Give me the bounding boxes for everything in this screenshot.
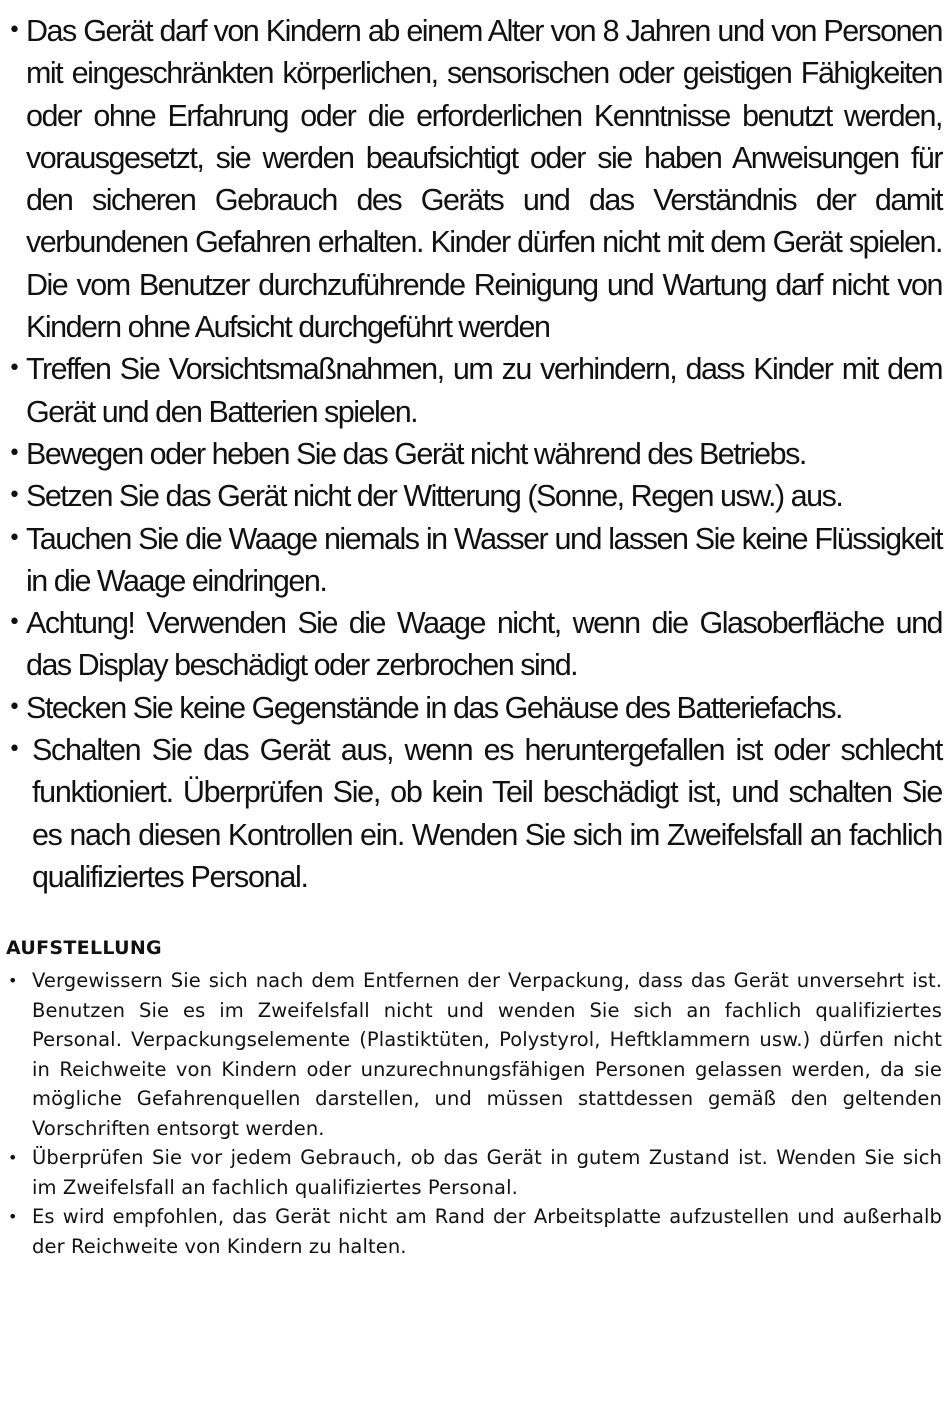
list-item-text: Vergewissern Sie sich nach dem Entfernen der Verpackung, dass das Gerät unversehrt ist. Benutzen Sie es im Zweifelsfall nicht und wenden Sie sich an fachlich qualifiziertes Personal. Verpackungselemente (Plastiktüten, Polystyrol, Heftklammern usw.) dürfen nicht in Reichweite von Kindern oder unzurechnungsfähigen Personen gelassen werden, da sie mögliche Gefahrenquellen darstellen, und müssen stattdessen gemäß den geltenden Vorschriften entsorgt werden. [32,969,942,1140]
list-item-text: Setzen Sie das Gerät nicht der Witterung (Sonne, Regen usw.) aus. [26,479,843,514]
list-item-text: Überprüfen Sie vor jedem Gebrauch, ob das Gerät in gutem Zustand ist. Wenden Sie sich im Zweifelsfall an fachlich qualifiziertes Personal. [32,1146,942,1199]
list-item-text: Treffen Sie Vorsichtsmaßnahmen, um zu verhindern, dass Kinder mit dem Gerät und den Batterien spielen. [26,352,942,429]
section-title: AUFSTELLUNG [6,937,162,960]
list-item [6,966,942,1143]
bullet-icon: • [8,525,21,551]
bullet-icon: • [8,356,21,382]
bullet-icon: • [8,694,21,720]
bullet-icon: • [8,971,18,991]
list-item-text: Achtung! Verwenden Sie die Waage nicht, wenn die Glasoberfläche und das Display beschädigt oder zerbrochen sind. [26,606,942,683]
safety-list [6,10,942,898]
list-item [6,10,942,348]
setup-list [6,966,942,1261]
bullet-icon: • [8,1148,18,1168]
list-item [6,602,942,687]
bullet-icon: • [8,18,21,43]
list-item [6,518,942,603]
list-item [6,687,942,729]
bullet-icon: • [8,440,21,466]
list-item-text: Das Gerät darf von Kindern ab einem Alter von 8 Jahren und von Personen mit eingeschränkten körperlichen, sensorischen oder geistigen Fähigkeiten oder ohne Erfahrung oder die erforderlichen Kenntnisse benutzt werden, vorausgesetzt, sie werden beaufsichtigt oder sie haben Anweisungen für den sicheren Gebrauch des Geräts und das Verständnis der damit verbundenen Gefahren erhalten. Kinder dürfen nicht mit dem Gerät spielen. Die vom Benutzer durchzuführende Reinigung und Wartung darf nicht von Kindern ohne Aufsicht durchgeführt werden [26,14,942,345]
list-item-text: Tauchen Sie die Waage niemals in Wasser und lassen Sie keine Flüssigkeit in die Waage eindringen. [26,521,942,598]
list-item [6,729,942,898]
list-item [6,1143,942,1202]
list-item-text: Schalten Sie das Gerät aus, wenn es heruntergefallen ist oder schlecht funktioniert. Überprüfen Sie, ob kein Teil beschädigt ist, und schalten Sie es nach diesen Kontrollen ein. Wenden Sie sich im Zweifelsfall an fachlich qualifiziertes Personal. [32,733,942,894]
list-item [6,475,942,517]
list-item [6,1202,942,1261]
list-item-text: Stecken Sie keine Gegenstände in das Gehäuse des Batteriefachs. [26,690,843,725]
bullet-icon: • [8,610,21,636]
list-item [6,433,942,475]
list-item [6,348,942,433]
list-item-text: Bewegen oder heben Sie das Gerät nicht während des Betriebs. [26,436,806,471]
bullet-icon: • [8,1207,18,1227]
bullet-icon: • [8,737,21,763]
bullet-icon: • [8,483,21,509]
list-item-text: Es wird empfohlen, das Gerät nicht am Rand der Arbeitsplatte aufzustellen und außerhalb der Reichweite von Kindern zu halten. [32,1205,942,1258]
